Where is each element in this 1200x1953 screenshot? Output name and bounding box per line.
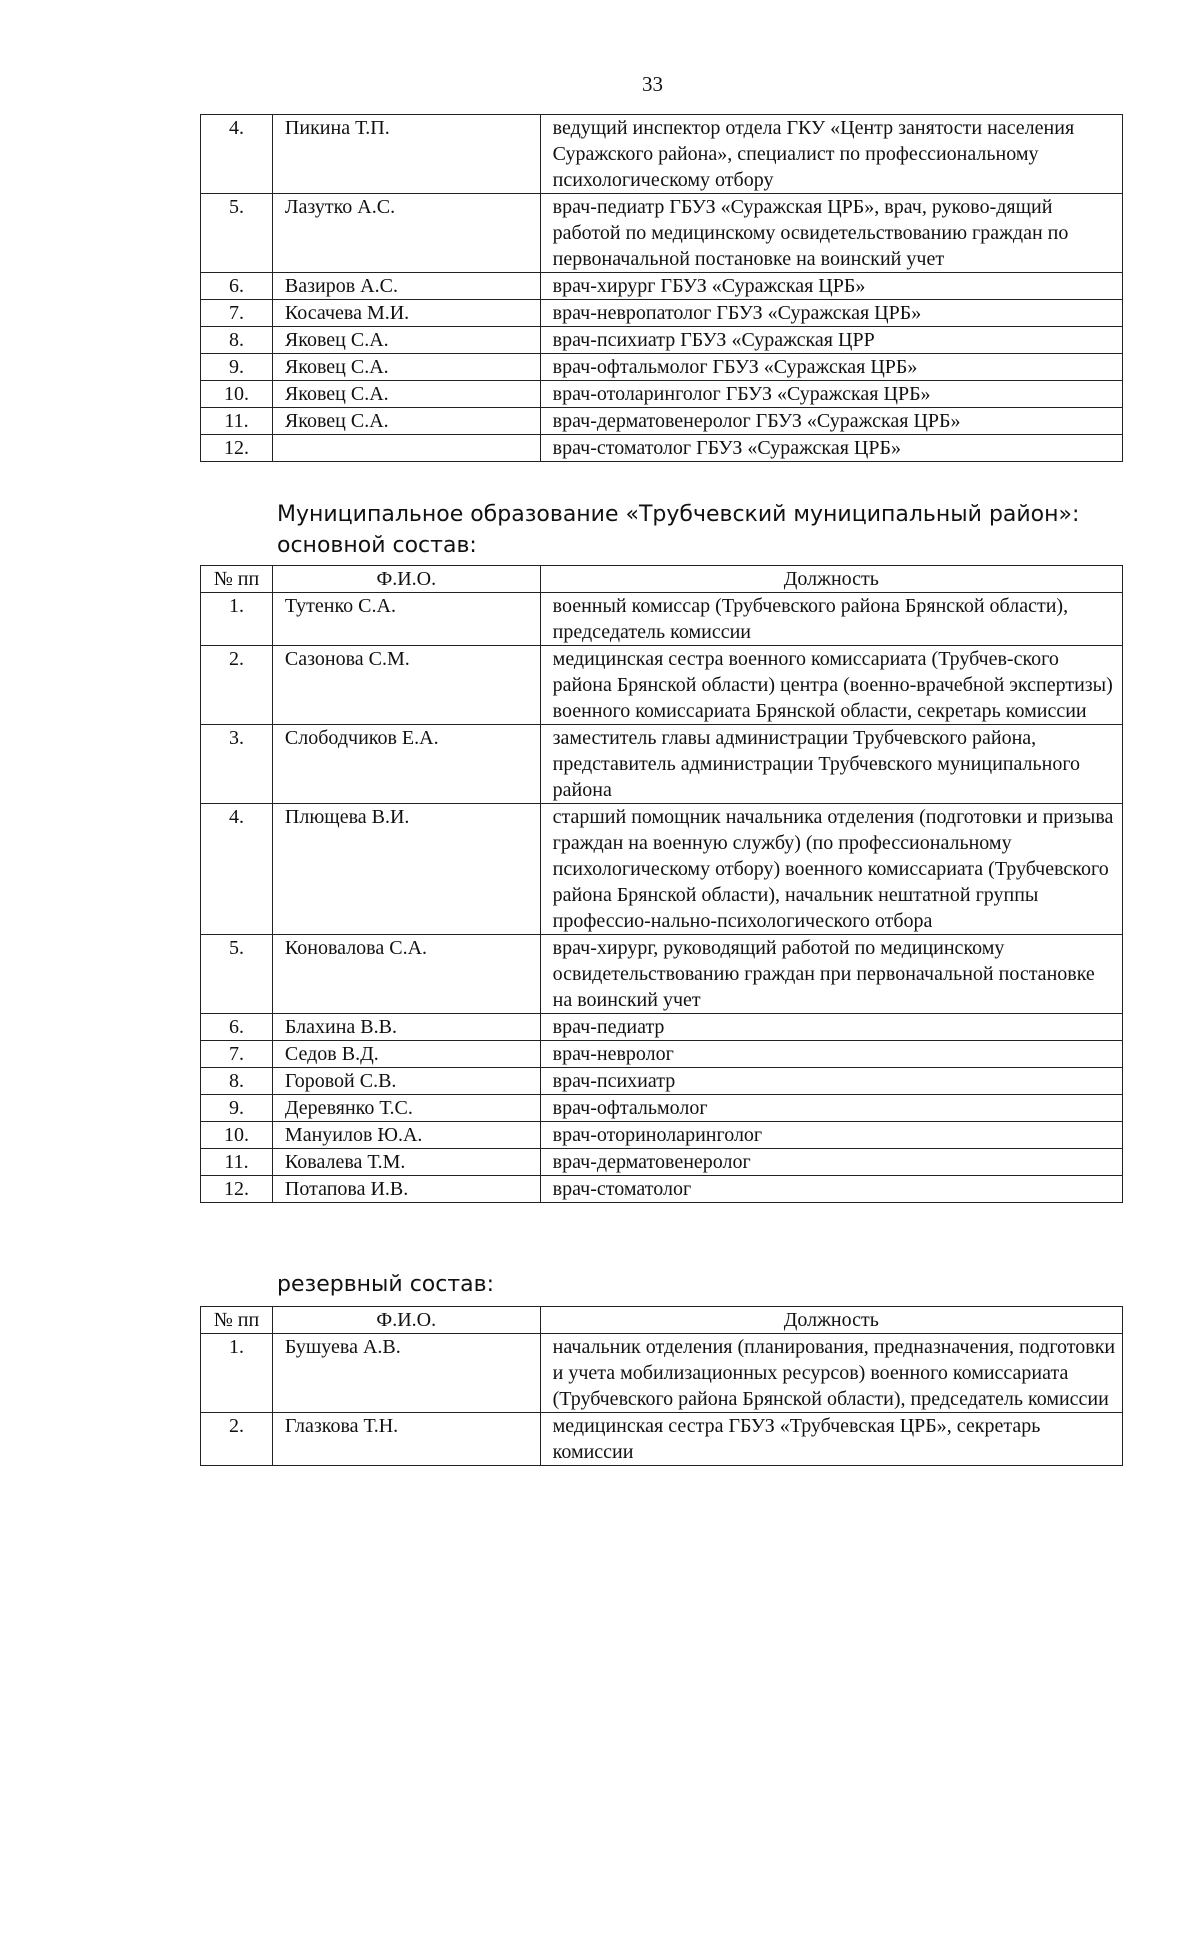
row-number: 3.: [201, 725, 273, 804]
member-position: врач-дерматовенеролог: [540, 1149, 1122, 1176]
table-row: [201, 646, 1123, 725]
table-row: [201, 381, 1123, 408]
row-number: 11.: [201, 408, 273, 435]
member-name: Ковалева Т.М.: [272, 1149, 540, 1176]
table-row: [201, 354, 1123, 381]
member-name: Горовой С.В.: [272, 1068, 540, 1095]
row-number: 7.: [201, 300, 273, 327]
commission-table-continued: [200, 114, 1123, 462]
member-name: Деревянко Т.С.: [272, 1095, 540, 1122]
member-position: врач-невролог: [540, 1041, 1122, 1068]
table-row: [201, 804, 1123, 935]
member-name: Яковец С.А.: [272, 327, 540, 354]
table-row: [201, 1014, 1123, 1041]
header-position: Должность: [540, 566, 1122, 593]
row-number: 9.: [201, 1095, 273, 1122]
row-number: 8.: [201, 1068, 273, 1095]
member-position: врач-педиатр: [540, 1014, 1122, 1041]
row-number: 1.: [201, 593, 273, 646]
member-name: Мануилов Ю.А.: [272, 1122, 540, 1149]
section-heading: [277, 500, 1079, 562]
member-name: Яковец С.А.: [272, 381, 540, 408]
member-name: Слободчиков Е.А.: [272, 725, 540, 804]
row-number: 2.: [201, 1413, 273, 1466]
table-body: [201, 593, 1123, 1203]
row-number: 4.: [201, 115, 273, 194]
member-name: Глазкова Т.Н.: [272, 1413, 540, 1466]
table-row: [201, 194, 1123, 273]
member-position: врач-психиатр: [540, 1068, 1122, 1095]
member-name: Лазутко А.С.: [272, 194, 540, 273]
member-position: врач-психиатр ГБУЗ «Суражская ЦРР: [540, 327, 1122, 354]
main-composition-heading: основной состав:: [277, 532, 477, 558]
row-number: 6.: [201, 273, 273, 300]
member-position: врач-стоматолог: [540, 1176, 1122, 1203]
member-name: Яковец С.А.: [272, 354, 540, 381]
main-composition-table: [200, 565, 1123, 1203]
header-number: № пп: [201, 566, 273, 593]
header-name: Ф.И.О.: [272, 1307, 540, 1334]
table-row: [201, 1334, 1123, 1413]
member-position: врач-хирург, руководящий работой по медицинскому освидетельствованию граждан при первоначальной постановке на воинский учет: [540, 935, 1122, 1014]
header-number: № пп: [201, 1307, 273, 1334]
member-position: врач-хирург ГБУЗ «Суражская ЦРБ»: [540, 273, 1122, 300]
table-row: [201, 935, 1123, 1014]
table-body: [201, 115, 1123, 462]
member-name: Сазонова С.М.: [272, 646, 540, 725]
table-row: [201, 593, 1123, 646]
member-position: старший помощник начальника отделения (подготовки и призыва граждан на военную службу) (по профессиональному психологическому отбору) военного комиссариата (Трубчевского района Брянской области), начальник нештатной группы профессио-нально-психологического отбора: [540, 804, 1122, 935]
table-row: [201, 1176, 1123, 1203]
table-row: [201, 300, 1123, 327]
member-position: врач-офтальмолог: [540, 1095, 1122, 1122]
table-row: [201, 1068, 1123, 1095]
row-number: 6.: [201, 1014, 273, 1041]
table-row: [201, 1095, 1123, 1122]
table-row: [201, 435, 1123, 462]
table-body: [201, 1334, 1123, 1466]
table-row: [201, 408, 1123, 435]
member-name: Тутенко С.А.: [272, 593, 540, 646]
table-row: [201, 1041, 1123, 1068]
header-name: Ф.И.О.: [272, 566, 540, 593]
member-position: начальник отделения (планирования, предназначения, подготовки и учета мобилизационных ресурсов) военного комиссариата (Трубчевского района Брянской области), председатель комиссии: [540, 1334, 1122, 1413]
row-number: 10.: [201, 1122, 273, 1149]
member-position: врач-невропатолог ГБУЗ «Суражская ЦРБ»: [540, 300, 1122, 327]
member-position: военный комиссар (Трубчевского района Брянской области), председатель комиссии: [540, 593, 1122, 646]
header-position: Должность: [540, 1307, 1122, 1334]
member-position: врач-дерматовенеролог ГБУЗ «Суражская ЦРБ»: [540, 408, 1122, 435]
table-row: [201, 115, 1123, 194]
member-name: Яковец С.А.: [272, 408, 540, 435]
member-name: Бушуева А.В.: [272, 1334, 540, 1413]
member-position: врач-отоларинголог ГБУЗ «Суражская ЦРБ»: [540, 381, 1122, 408]
table-header-row: [201, 1307, 1123, 1334]
row-number: 10.: [201, 381, 273, 408]
member-name: Коновалова С.А.: [272, 935, 540, 1014]
table-row: [201, 1413, 1123, 1466]
table-row: [201, 273, 1123, 300]
reserve-composition-heading: резервный состав:: [277, 1272, 495, 1297]
row-number: 1.: [201, 1334, 273, 1413]
member-name: Пикина Т.П.: [272, 115, 540, 194]
row-number: 8.: [201, 327, 273, 354]
row-number: 2.: [201, 646, 273, 725]
member-name: Блахина В.В.: [272, 1014, 540, 1041]
row-number: 5.: [201, 194, 273, 273]
member-position: заместитель главы администрации Трубчевского района, представитель администрации Трубчевского муниципального района: [540, 725, 1122, 804]
row-number: 12.: [201, 435, 273, 462]
page-number: 33: [642, 72, 663, 96]
member-name: Плющева В.И.: [272, 804, 540, 935]
row-number: 12.: [201, 1176, 273, 1203]
row-number: 11.: [201, 1149, 273, 1176]
row-number: 7.: [201, 1041, 273, 1068]
member-position: медицинская сестра ГБУЗ «Трубчевская ЦРБ», секретарь комиссии: [540, 1413, 1122, 1466]
row-number: 9.: [201, 354, 273, 381]
table-row: [201, 1122, 1123, 1149]
member-name: [272, 435, 540, 462]
municipality-heading: Муниципальное образование «Трубчевский муниципальный район»:: [277, 502, 1080, 527]
table-row: [201, 1149, 1123, 1176]
member-name: Косачева М.И.: [272, 300, 540, 327]
member-position: медицинская сестра военного комиссариата (Трубчев-ского района Брянской области) центра (военно-врачебной экспертизы) военного комиссариата Брянской области, секретарь комиссии: [540, 646, 1122, 725]
member-position: врач-офтальмолог ГБУЗ «Суражская ЦРБ»: [540, 354, 1122, 381]
table-row: [201, 327, 1123, 354]
member-position: ведущий инспектор отдела ГКУ «Центр занятости населения Суражского района», специалист по профессиональному психологическому отбору: [540, 115, 1122, 194]
table-row: [201, 725, 1123, 804]
member-position: врач-стоматолог ГБУЗ «Суражская ЦРБ»: [540, 435, 1122, 462]
member-position: врач-педиатр ГБУЗ «Суражская ЦРБ», врач, руково-дящий работой по медицинскому освидетельствованию граждан по первоначальной постановке на воинский учет: [540, 194, 1122, 273]
member-position: врач-оториноларинголог: [540, 1122, 1122, 1149]
member-name: Вазиров А.С.: [272, 273, 540, 300]
row-number: 4.: [201, 804, 273, 935]
table-header-row: [201, 566, 1123, 593]
row-number: 5.: [201, 935, 273, 1014]
member-name: Седов В.Д.: [272, 1041, 540, 1068]
reserve-composition-table: [200, 1306, 1123, 1466]
member-name: Потапова И.В.: [272, 1176, 540, 1203]
